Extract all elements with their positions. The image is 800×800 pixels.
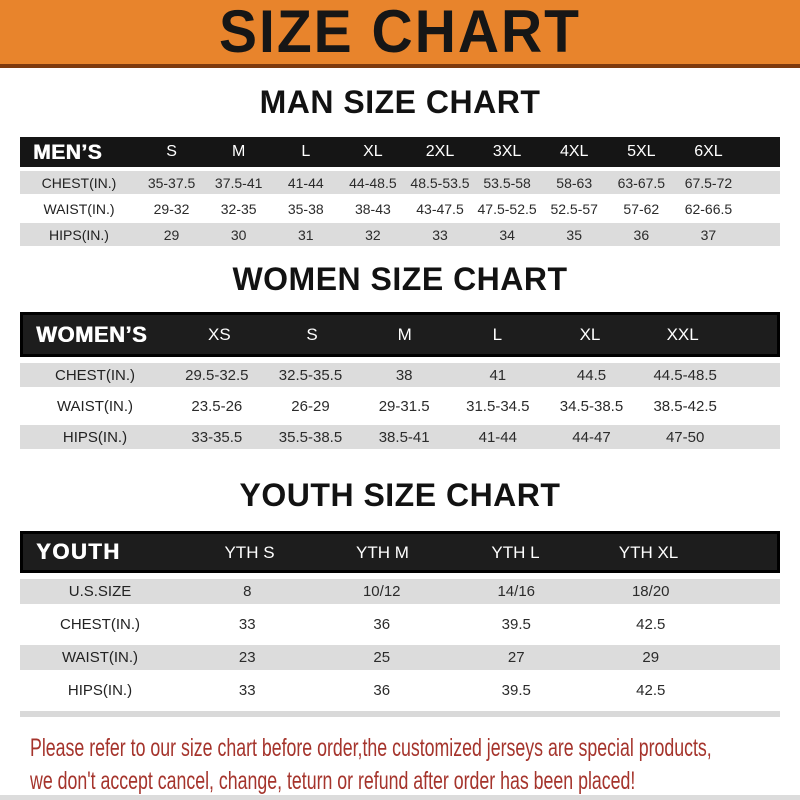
- size-value: 67.5-72: [684, 174, 733, 191]
- size-value: 33: [238, 682, 256, 699]
- table-row: [20, 363, 780, 387]
- size-column-header: YTH M: [356, 542, 409, 562]
- row-label: WAIST(IN.): [43, 200, 115, 217]
- size-column-header: 4XL: [559, 143, 589, 160]
- table-title: WOMEN’S: [36, 321, 148, 347]
- women-size-table: [20, 312, 780, 449]
- size-value: 53.5-58: [483, 174, 531, 191]
- table-row: [20, 579, 780, 604]
- table-header-row: [20, 312, 780, 357]
- table-title: YOUTH: [36, 539, 121, 564]
- size-value: 37: [700, 226, 717, 243]
- size-value: 44-48.5: [349, 174, 397, 191]
- size-value: 29-32: [153, 200, 190, 217]
- size-column-header: L: [301, 143, 311, 160]
- size-value: 29: [163, 226, 180, 243]
- table-row: [20, 223, 780, 246]
- size-value: 47.5-52.5: [477, 200, 537, 217]
- size-value: 52.5-57: [550, 200, 598, 217]
- size-value: 36: [373, 682, 391, 699]
- size-value: 26-29: [291, 397, 330, 415]
- row-label: U.S.SIZE: [68, 583, 132, 600]
- row-label: WAIST(IN.): [56, 397, 134, 415]
- size-value: 35.5-38.5: [278, 428, 343, 446]
- size-value: 62-66.5: [684, 200, 733, 217]
- size-value: 32-35: [220, 200, 257, 217]
- size-value: 25: [373, 649, 391, 666]
- size-value: 38: [395, 366, 413, 384]
- women-section-heading: WOMEN SIZE CHART: [232, 261, 568, 297]
- size-value: 43-47.5: [416, 200, 464, 217]
- size-value: 39.5: [501, 682, 531, 699]
- size-column-header: XL: [579, 325, 601, 344]
- table-row: [20, 394, 780, 418]
- men-section-heading: MAN SIZE CHART: [259, 84, 541, 120]
- size-value: 30: [230, 226, 247, 243]
- section-youth: [0, 477, 800, 717]
- table-row: [20, 612, 780, 637]
- size-value: 34: [499, 226, 515, 243]
- men-size-table: [20, 137, 780, 246]
- size-column-header: YTH L: [491, 542, 540, 562]
- banner-title: SIZE CHART: [219, 0, 581, 66]
- row-label: CHEST(IN.): [60, 616, 140, 633]
- size-column-header: S: [306, 325, 318, 344]
- size-value: 33: [432, 226, 448, 243]
- size-value: 58-63: [556, 174, 593, 191]
- table-header-row: [20, 137, 780, 167]
- order-note: [30, 732, 800, 798]
- table-row: [20, 425, 780, 449]
- size-value: 42.5: [636, 682, 666, 699]
- size-value: 41-44: [478, 428, 517, 446]
- size-value: 38.5-42.5: [653, 397, 717, 415]
- row-label: HIPS(IN.): [67, 682, 133, 699]
- size-value: 63-67.5: [617, 174, 666, 191]
- size-value: 32.5-35.5: [278, 366, 343, 384]
- size-column-header: M: [232, 143, 246, 160]
- size-value: 38-43: [354, 200, 391, 217]
- table-row: [20, 197, 780, 220]
- youth-table-bottom-strip: [20, 711, 780, 717]
- size-value: 44-47: [572, 428, 611, 446]
- size-value: 47-50: [665, 428, 705, 446]
- size-value: 36: [633, 226, 650, 243]
- size-value: 29: [642, 649, 660, 666]
- size-value: 42.5: [636, 616, 666, 633]
- size-value: 27: [507, 649, 525, 666]
- size-value: 48.5-53.5: [410, 174, 470, 191]
- size-value: 35-38: [287, 200, 324, 217]
- size-value: 44.5-48.5: [653, 366, 717, 384]
- size-column-header: XL: [363, 143, 383, 160]
- size-column-header: S: [166, 143, 177, 160]
- row-label: CHEST(IN.): [55, 366, 135, 384]
- size-value: 33: [238, 616, 256, 633]
- table-row: [20, 645, 780, 670]
- size-value: 33-35.5: [191, 428, 243, 446]
- size-value: 41-44: [287, 174, 324, 191]
- size-value: 18/20: [631, 583, 670, 600]
- size-value: 29.5-32.5: [185, 366, 249, 384]
- row-label: WAIST(IN.): [61, 649, 139, 666]
- size-value: 57-62: [623, 200, 660, 217]
- size-value: 34.5-38.5: [559, 397, 624, 415]
- size-value: 44.5: [576, 366, 607, 384]
- size-value: 23.5-26: [191, 397, 243, 415]
- size-value: 8: [243, 583, 252, 600]
- size-value: 23: [238, 649, 256, 666]
- size-value: 41: [489, 366, 507, 384]
- size-column-header: XXL: [666, 325, 699, 344]
- note-line-2: we don't accept cancel, change, teturn or refund after order has been placed!: [30, 767, 636, 795]
- section-men: [0, 84, 800, 246]
- size-value: 39.5: [501, 616, 531, 633]
- note-line-1: Please refer to our size chart before order,the customized jerseys are special products,: [30, 734, 712, 762]
- row-label: HIPS(IN.): [49, 226, 109, 243]
- size-value: 14/16: [497, 583, 536, 600]
- section-women: [0, 261, 800, 449]
- size-value: 32: [365, 226, 381, 243]
- banner: [0, 0, 800, 68]
- size-column-header: 5XL: [627, 143, 656, 160]
- size-value: 35-37.5: [147, 174, 196, 191]
- size-value: 37.5-41: [214, 174, 263, 191]
- size-value: 10/12: [362, 583, 401, 600]
- youth-section-heading: YOUTH SIZE CHART: [239, 477, 561, 513]
- bottom-edge-strip: [0, 795, 800, 800]
- size-column-header: YTH XL: [618, 542, 679, 562]
- size-column-header: XS: [207, 325, 231, 344]
- size-value: 31.5-34.5: [466, 397, 530, 415]
- size-column-header: 6XL: [694, 143, 723, 160]
- size-value: 35: [566, 226, 582, 243]
- size-value: 36: [373, 616, 391, 633]
- size-value: 38.5-41: [378, 428, 430, 446]
- size-column-header: 3XL: [492, 143, 522, 160]
- size-value: 31: [297, 226, 314, 243]
- size-column-header: L: [492, 325, 503, 344]
- table-title: MEN’S: [33, 140, 103, 164]
- size-column-header: 2XL: [425, 143, 455, 160]
- row-label: CHEST(IN.): [41, 174, 117, 191]
- table-row: [20, 678, 780, 703]
- youth-size-table: [20, 531, 780, 703]
- row-label: HIPS(IN.): [62, 428, 128, 446]
- size-column-header: YTH S: [224, 542, 275, 562]
- size-column-header: M: [397, 325, 412, 344]
- size-value: 29-31.5: [378, 397, 430, 415]
- table-row: [20, 171, 780, 194]
- table-header-row: [20, 531, 780, 573]
